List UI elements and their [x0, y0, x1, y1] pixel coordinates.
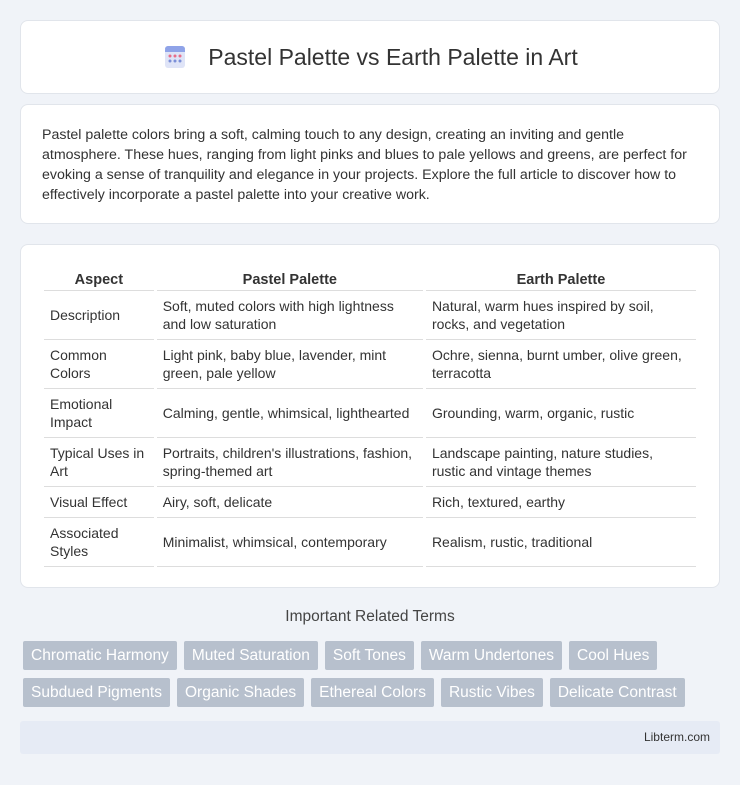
- cell-aspect: Associated Styles: [44, 518, 154, 567]
- cell-aspect: Emotional Impact: [44, 389, 154, 438]
- page-title: Pastel Palette vs Earth Palette in Art: [208, 43, 578, 70]
- intro-paragraph: Pastel palette colors bring a soft, calming touch to any design, creating an inviting and gentle atmosphere. These hues, ranging from light pinks and blues to pale yellows and greens, are perfect for evoking a sense of tranquility and elegance in your projects. Explore the full article to discover how to effectively incorporate a pastel palette into your creative work.: [42, 127, 687, 203]
- tag-chromatic-harmony[interactable]: Chromatic Harmony: [23, 641, 177, 670]
- table-row: [44, 518, 696, 567]
- tag-warm-undertones[interactable]: Warm Undertones: [421, 641, 562, 670]
- cell-aspect: Description: [44, 291, 154, 340]
- footer-site-link[interactable]: Libterm.com: [643, 730, 710, 744]
- tag-row: [23, 641, 723, 670]
- table-row: [44, 389, 696, 438]
- cell-earth: Ochre, sienna, burnt umber, olive green, terracotta: [426, 340, 696, 389]
- cell-earth: Grounding, warm, organic, rustic: [426, 389, 696, 438]
- tag-delicate-contrast[interactable]: Delicate Contrast: [550, 678, 685, 707]
- cell-aspect: Common Colors: [44, 340, 154, 389]
- document-list-icon: [162, 44, 188, 70]
- cell-pastel: Portraits, children's illustrations, fashion, spring-themed art: [157, 438, 423, 487]
- header-pastel: Pastel Palette: [157, 265, 423, 291]
- related-terms-tags: [23, 641, 723, 715]
- cell-pastel: Light pink, baby blue, lavender, mint green, pale yellow: [157, 340, 423, 389]
- cell-pastel: Minimalist, whimsical, contemporary: [157, 518, 423, 567]
- table-row: [44, 438, 696, 487]
- comparison-table: [41, 265, 699, 567]
- cell-earth: Landscape painting, nature studies, rustic and vintage themes: [426, 438, 696, 487]
- tag-rustic-vibes[interactable]: Rustic Vibes: [441, 678, 543, 707]
- tag-cool-hues[interactable]: Cool Hues: [569, 641, 657, 670]
- intro-card: [20, 104, 720, 224]
- cell-pastel: Airy, soft, delicate: [157, 487, 423, 518]
- tag-soft-tones[interactable]: Soft Tones: [325, 641, 414, 670]
- table-row: [44, 487, 696, 518]
- table-header-row: [44, 265, 696, 291]
- cell-earth: Rich, textured, earthy: [426, 487, 696, 518]
- tag-organic-shades[interactable]: Organic Shades: [177, 678, 304, 707]
- cell-aspect: Visual Effect: [44, 487, 154, 518]
- cell-pastel: Soft, muted colors with high lightness and low saturation: [157, 291, 423, 340]
- cell-earth: Natural, warm hues inspired by soil, rocks, and vegetation: [426, 291, 696, 340]
- table-row: [44, 291, 696, 340]
- comparison-card: [20, 244, 720, 588]
- tag-muted-saturation[interactable]: Muted Saturation: [184, 641, 318, 670]
- title-card: [20, 20, 720, 94]
- cell-earth: Realism, rustic, traditional: [426, 518, 696, 567]
- tag-row: [23, 678, 723, 707]
- footer: [20, 721, 720, 754]
- cell-pastel: Calming, gentle, whimsical, lighthearted: [157, 389, 423, 438]
- table-row: [44, 340, 696, 389]
- header-aspect: Aspect: [44, 265, 154, 291]
- cell-aspect: Typical Uses in Art: [44, 438, 154, 487]
- tag-subdued-pigments[interactable]: Subdued Pigments: [23, 678, 170, 707]
- related-terms-title: Important Related Terms: [285, 608, 455, 625]
- header-earth: Earth Palette: [426, 265, 696, 291]
- tag-ethereal-colors[interactable]: Ethereal Colors: [311, 678, 434, 707]
